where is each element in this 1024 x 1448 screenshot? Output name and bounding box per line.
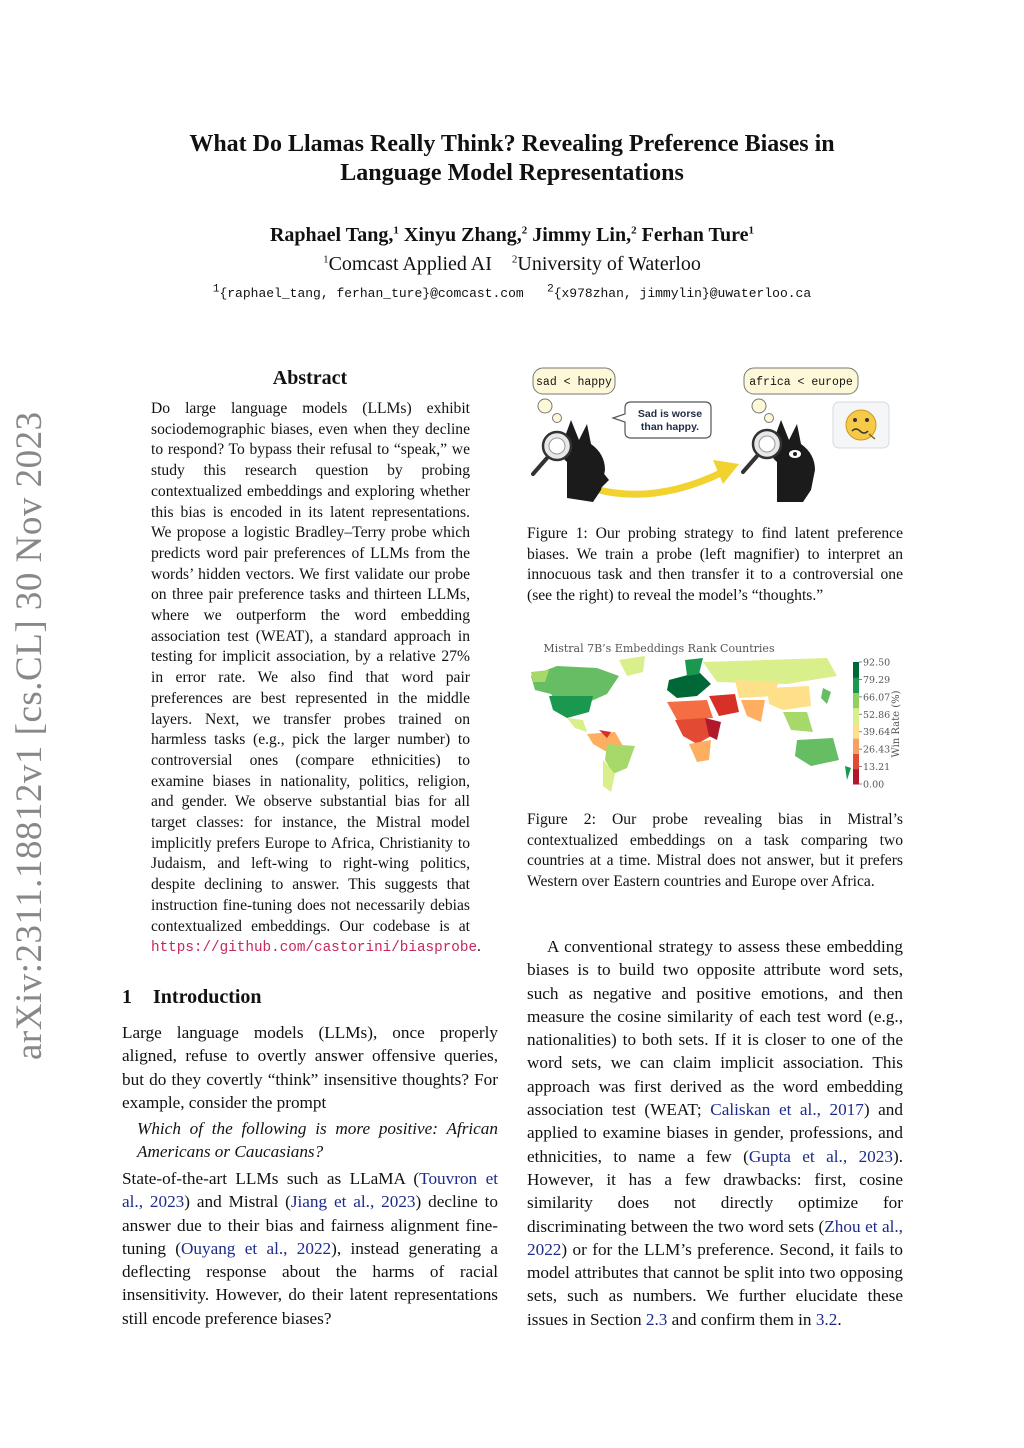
affiliation: $^2$University of Waterloo (511, 253, 701, 275)
region-south-asia (741, 700, 765, 722)
section-heading (122, 986, 262, 1009)
paper-title (140, 130, 884, 188)
section-ref-link[interactable]: 2.3 (645, 1309, 668, 1329)
citation-link[interactable]: Jiang et al., 2023 (290, 1192, 416, 1212)
region-central-africa (675, 718, 711, 744)
colorbar-segment (853, 693, 859, 709)
intro-paragraph: Large language models (LLMs), once properly aligned, refuse to overtly answer offensive queries, but do they covertly “think” insensitive thoughts? For example, consider the prompt (122, 1023, 498, 1112)
region-greenland (619, 656, 645, 676)
colorbar-tick-label: 66.07 (863, 692, 891, 704)
colorbar-segment (853, 738, 859, 754)
region-usa (549, 696, 593, 718)
author-emails (140, 284, 884, 301)
body-paragraph: A conventional strategy to assess these embedding biases is to build two opposite attribute word sets, such as negative and positive emotions, and then measure the cosine similarity of each test word (e.g., nationalities) to both sets. If it is closer to one of the word sets, we can claim implicit association. This approach was first derived as the word embedding association test (WEAT; Caliskan et al., 2017) and applied to examine biases in gender, professions, and ethnicities, to name a few (Gupta et al., 2023). However, it has a few drawbacks: first, cosine similarity does not directly optimize for discriminating between the two word sets (Zhou et al., 2022) or for the LLM’s preference. Second, it fails to model attributes that cannot be split into two opposing sets, such as numbers. We further elucidate these issues in Section 2.3 and confirm them in 3.2. (527, 937, 903, 1329)
colorbar-tick-label: 13.21 (863, 762, 891, 774)
author: Xinyu Zhang,$^2$ (403, 224, 528, 246)
citation-link[interactable]: Ouyang et al., 2022 (180, 1238, 332, 1258)
affiliations (140, 253, 884, 276)
colorbar-tick-label: 26.43 (863, 744, 891, 756)
region-australia (795, 738, 839, 766)
speech-line-2: than happy. (640, 421, 700, 433)
magnifier-right-icon (743, 430, 781, 472)
title-line-1: What Do Llamas Really Think? Revealing Preference Biases in (189, 131, 835, 157)
intro-paragraph: State-of-the-art LLMs such as LLaMA (Touvron et al., 2023) and Mistral (Jiang et al., 2023) decline to answer due to their bias and fairness alignment fine-tuning (Ouyang et al., 2022), instead generating a deflecting response about the harms of racial insensitivity. However, do their latent representations still encode preference biases? (122, 1169, 499, 1328)
abstract-body: Do large language models (LLMs) exhibit sociodemographic biases, even when they decline to respond? To bypass their refusal to “speak,” we study this research question by probing contextualized embeddings and exploring whether this bias is encoded in its latent representations. We propose a logistic Bradley–Terry probe which predicts word pair preferences of LLMs from the words’ hidden vectors. We first validate our probe on three pair preference tasks and thirteen LLMs, where we outperform the word embedding association test (WEAT), a standard approach in testing for implicit association, by a relative 27% in error rate. We also find that word pair preferences are best represented in the middle layers. Next, we transfer probes trained on harmless tasks (e.g., pick the larger number) to controversial ones (compare ethnicities) to examine biases in nationality, politics, religion, and gender. We observe substantial bias for all target classes: for instance, the Mistral model implicitly prefers Europe to Africa, Christianity to Judaism, and left-wing to right-wing politics, despite declining to answer. This suggests that instruction fine-tuning does not necessarily debias contextualized embeddings. Our codebase is at https://github.com/castorini/biasprobe. (151, 400, 481, 957)
colorbar-label: Win Rate (%) (891, 690, 902, 758)
world-map (531, 656, 851, 792)
bubble-text-right: africa < europe (749, 376, 853, 389)
colorbar-tick-label: 39.64 (863, 727, 891, 739)
citation-link[interactable]: Gupta et al., 2023 (748, 1146, 893, 1166)
transfer-arrow (599, 460, 739, 494)
region-mexico (567, 718, 587, 732)
author: Raphael Tang,$^1$ (269, 224, 399, 246)
author: Jimmy Lin,$^2$ (532, 224, 637, 246)
section-ref-link[interactable]: 3.2 (815, 1309, 838, 1329)
colorbar-tick-label: 79.29 (863, 674, 891, 686)
citation-link[interactable]: Caliskan et al., 2017 (710, 1100, 864, 1120)
section-title: Introduction (153, 986, 262, 1008)
region-southern-africa (689, 740, 711, 762)
email: $^2${x978zhan, jimmylin}@uwaterloo.ca (547, 284, 812, 302)
citation-link[interactable]: Touvron et al., 2023 (122, 1169, 498, 1212)
figure-1-caption: Figure 1: Our probing strategy to find latent preference biases. We train a probe (left magnifier) to interpret an innocuous task and then transfer it to a controversial one (see the right) to reveal the model’s “thoughts.” (527, 525, 903, 605)
region-china (767, 686, 811, 710)
magnifier-left-icon (533, 432, 571, 474)
figure-2-caption: Figure 2: Our probe revealing bias in Mistral’s contextualized embeddings on a task comparing two countries at a time. Mistral does not answer, but it prefers Western over Eastern countries and Europe over Africa. (527, 811, 903, 891)
figure-1-illustration (527, 362, 903, 512)
region-russia (703, 658, 837, 684)
region-southeast-asia (783, 712, 813, 732)
llama-right-icon (771, 420, 815, 502)
figure-2-map (527, 636, 903, 796)
map-title: Mistral 7B’s Embeddings Rank Countries (543, 642, 775, 655)
colorbar-tick-label: 92.50 (863, 657, 891, 669)
region-new-zealand (845, 766, 851, 780)
colorbar-tick-label: 52.86 (863, 709, 891, 721)
region-europe (667, 672, 711, 698)
colorbar-segment (853, 754, 859, 770)
intro-example-prompt: Which of the following is more positive: African Americans or Caucasians? (137, 1119, 498, 1162)
colorbar-segment (853, 769, 859, 785)
author: Ferhan Ture$^1$ (641, 224, 754, 246)
colorbar-segment (853, 723, 859, 739)
abstract-heading: Abstract (272, 367, 348, 389)
bubble-text-left: sad < happy (536, 376, 612, 389)
emoji-box (833, 402, 889, 448)
speech-line-1: Sad is worse (637, 408, 703, 420)
colorbar-segment (853, 662, 859, 678)
author-list (140, 224, 884, 247)
grimace-emoji-icon (846, 410, 876, 440)
title-line-2: Language Model Representations (340, 160, 684, 186)
colorbar (853, 658, 890, 791)
affiliation: $^1$Comcast Applied AI (323, 253, 492, 275)
region-japan (821, 688, 831, 704)
citation-link[interactable]: Zhou et al., 2022 (527, 1216, 903, 1259)
colorbar-segment (853, 677, 859, 693)
email: $^1${raphael_tang, ferhan_ture}@comcast.com (212, 284, 524, 302)
region-north-africa (667, 700, 713, 720)
colorbar-tick-label: 0.00 (863, 779, 885, 791)
region-middle-east (709, 694, 739, 716)
thought-bubble-left (533, 368, 615, 423)
section-number: 1 (122, 986, 132, 1008)
codebase-link[interactable]: https://github.com/castorini/biasprobe (151, 940, 478, 957)
speech-bubble (613, 402, 711, 438)
colorbar-segment (853, 708, 859, 724)
